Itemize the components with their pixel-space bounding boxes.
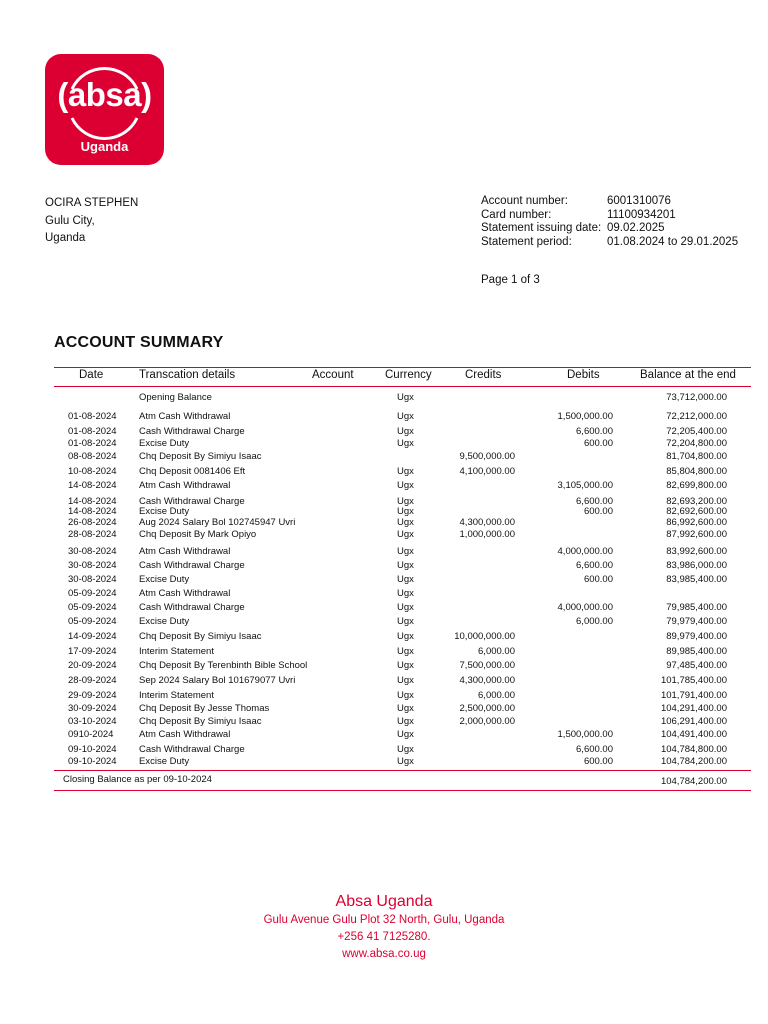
- row-date: 20-09-2024: [68, 660, 117, 671]
- header-credits: Credits: [465, 369, 502, 381]
- row-balance: 101,785,400.00: [660, 675, 727, 686]
- row-balance: 72,212,000.00: [666, 411, 727, 422]
- table-closing-rule: [54, 770, 751, 771]
- statement-meta: [481, 195, 738, 249]
- row-currency: Ugx: [397, 392, 414, 403]
- header-date: Date: [79, 369, 104, 381]
- row-debit: 4,000,000.00: [557, 602, 613, 613]
- row-balance: 104,784,200.00: [660, 756, 727, 767]
- row-date: 28-08-2024: [68, 529, 117, 540]
- row-balance: 97,485,400.00: [666, 660, 727, 671]
- row-details: Cash Withdrawal Charge: [139, 496, 245, 507]
- row-date: 01-08-2024: [68, 411, 117, 422]
- closing-balance: 104,784,200.00: [660, 776, 727, 787]
- row-currency: Ugx: [397, 602, 414, 613]
- row-date: 14-08-2024: [68, 480, 117, 491]
- meta-row: [481, 195, 738, 209]
- header-details: Transcation details: [139, 369, 236, 381]
- logo-country: Uganda: [80, 139, 129, 154]
- row-currency: Ugx: [397, 744, 414, 755]
- meta-label: Account number:: [481, 195, 568, 207]
- row-debit: 4,000,000.00: [557, 546, 613, 557]
- logo-wordmark: (absa): [57, 76, 152, 113]
- row-details: Interim Statement: [139, 646, 214, 657]
- row-details: Cash Withdrawal Charge: [139, 744, 245, 755]
- row-debit: 6,600.00: [576, 496, 613, 507]
- row-currency: Ugx: [397, 517, 414, 528]
- row-currency: Ugx: [397, 690, 414, 701]
- row-balance: 85,804,800.00: [666, 466, 727, 477]
- row-debit: 6,600.00: [576, 560, 613, 571]
- row-currency: Ugx: [397, 560, 414, 571]
- row-date: 05-09-2024: [68, 602, 117, 613]
- row-balance: 89,979,400.00: [666, 631, 727, 642]
- row-credit: 1,000,000.00: [459, 529, 515, 540]
- footer: [0, 892, 768, 963]
- meta-label: Statement period:: [481, 235, 572, 248]
- row-details: Chq Deposit 0081406 Eft: [139, 466, 246, 477]
- row-currency: Ugx: [397, 616, 414, 627]
- row-details: Excise Duty: [139, 616, 190, 627]
- row-credit: 6,000.00: [478, 646, 515, 657]
- meta-value: 01.08.2024 to 29.01.2025: [607, 235, 739, 248]
- row-currency: Ugx: [397, 588, 414, 599]
- meta-label: Card number:: [481, 208, 552, 221]
- row-credit: 6,000.00: [478, 690, 515, 701]
- row-details: Chq Deposit By Jesse Thomas: [139, 703, 270, 714]
- row-balance: 73,712,000.00: [666, 392, 727, 403]
- row-date: 10-08-2024: [68, 466, 117, 477]
- row-date: 14-09-2024: [68, 631, 117, 642]
- row-details: Chq Deposit By Mark Opiyo: [139, 529, 257, 540]
- row-currency: Ugx: [397, 506, 414, 517]
- row-credit: 2,000,000.00: [459, 716, 515, 727]
- row-details: Atm Cash Withdrawal: [139, 546, 231, 557]
- row-currency: Ugx: [397, 411, 414, 422]
- row-currency: Ugx: [397, 546, 414, 557]
- row-balance: 72,204,800.00: [666, 438, 727, 449]
- row-credit: 10,000,000.00: [454, 631, 515, 642]
- row-currency: Ugx: [397, 716, 414, 727]
- meta-value: 11100934201: [607, 208, 676, 221]
- row-currency: Ugx: [397, 426, 414, 437]
- row-details: Sep 2024 Salary Bol 101679077 Uvri: [139, 675, 296, 686]
- row-date: 09-10-2024: [68, 756, 117, 767]
- row-currency: Ugx: [397, 756, 414, 767]
- row-currency: Ugx: [397, 660, 414, 671]
- row-date: 30-08-2024: [68, 560, 117, 571]
- meta-label: Statement issuing date:: [481, 222, 602, 234]
- row-credit: 4,300,000.00: [459, 675, 515, 686]
- row-currency: Ugx: [397, 480, 414, 491]
- row-details: Opening Balance: [139, 392, 212, 403]
- row-date: 01-08-2024: [68, 438, 117, 449]
- row-balance: 86,992,600.00: [666, 517, 727, 528]
- row-credit: 9,500,000.00: [459, 451, 515, 462]
- row-balance: 79,979,400.00: [666, 616, 727, 627]
- row-debit: 1,500,000.00: [557, 729, 613, 740]
- row-details: Chq Deposit By Terenbinth Bible School: [139, 660, 308, 671]
- row-details: Excise Duty: [139, 756, 190, 767]
- row-date: 26-08-2024: [68, 517, 117, 528]
- row-currency: Ugx: [397, 438, 414, 449]
- row-currency: Ugx: [397, 574, 414, 585]
- row-currency: Ugx: [397, 496, 414, 507]
- footer-address: Gulu Avenue Gulu Plot 32 North, Gulu, Uganda: [263, 914, 505, 926]
- row-details: Atm Cash Withdrawal: [139, 729, 231, 740]
- row-balance: 87,992,600.00: [666, 529, 727, 540]
- row-date: 14-08-2024: [68, 496, 117, 507]
- row-details: Cash Withdrawal Charge: [139, 602, 245, 613]
- row-balance: 106,291,400.00: [660, 716, 727, 727]
- row-date: 01-08-2024: [68, 426, 117, 437]
- row-debit: 600.00: [583, 756, 613, 767]
- customer-name: OCIRA STEPHEN: [45, 197, 139, 209]
- row-details: Excise Duty: [139, 574, 190, 585]
- row-details: Atm Cash Withdrawal: [139, 588, 231, 599]
- page-number: Page 1 of 3: [481, 274, 540, 286]
- row-details: Chq Deposit By Simiyu Isaac: [139, 716, 262, 727]
- footer-bank-name: Absa Uganda: [335, 893, 433, 910]
- meta-row: [481, 236, 738, 250]
- row-balance: 81,704,800.00: [666, 451, 727, 462]
- row-date: 30-08-2024: [68, 546, 117, 557]
- row-balance: 104,491,400.00: [660, 729, 727, 740]
- summary-title: ACCOUNT SUMMARY: [54, 334, 224, 351]
- row-balance: 82,699,800.00: [666, 480, 727, 491]
- row-debit: 6,000.00: [576, 616, 613, 627]
- meta-row: [481, 209, 738, 223]
- header-currency: Currency: [385, 369, 432, 381]
- closing-label: Closing Balance as per 09-10-2024: [63, 774, 212, 785]
- row-debit: 1,500,000.00: [557, 411, 613, 422]
- row-debit: 6,600.00: [576, 426, 613, 437]
- row-details: Excise Duty: [139, 506, 190, 517]
- row-debit: 600.00: [583, 438, 613, 449]
- row-balance: 72,205,400.00: [666, 426, 727, 437]
- row-balance: 82,693,200.00: [666, 496, 727, 507]
- row-balance: 89,985,400.00: [666, 646, 727, 657]
- header-debits: Debits: [567, 369, 600, 381]
- customer-address: [45, 195, 138, 248]
- row-balance: 83,992,600.00: [666, 546, 727, 557]
- row-credit: 7,500,000.00: [459, 660, 515, 671]
- footer-phone: +256 41 7125280.: [337, 931, 431, 943]
- row-currency: Ugx: [397, 703, 414, 714]
- header-account: Account: [312, 369, 354, 381]
- meta-value: 09.02.2025: [607, 222, 665, 234]
- row-date: 30-08-2024: [68, 574, 117, 585]
- row-debit: 3,105,000.00: [557, 480, 613, 491]
- row-currency: Ugx: [397, 675, 414, 686]
- row-balance: 79,985,400.00: [666, 602, 727, 613]
- row-date: 17-09-2024: [68, 646, 117, 657]
- row-details: Atm Cash Withdrawal: [139, 480, 231, 491]
- row-balance: 104,291,400.00: [660, 703, 727, 714]
- table-top-rule: [54, 367, 751, 368]
- row-details: Cash Withdrawal Charge: [139, 560, 245, 571]
- row-currency: Ugx: [397, 466, 414, 477]
- row-date: 05-09-2024: [68, 616, 117, 627]
- row-date: 29-09-2024: [68, 690, 117, 701]
- meta-value: 6001310076: [607, 195, 671, 207]
- row-date: 08-08-2024: [68, 451, 117, 462]
- row-details: Chq Deposit By Simiyu Isaac: [139, 631, 262, 642]
- row-credit: 4,300,000.00: [459, 517, 515, 528]
- row-details: Excise Duty: [139, 438, 190, 449]
- row-debit: 600.00: [583, 506, 613, 517]
- row-currency: Ugx: [397, 646, 414, 657]
- table-bottom-rule: [54, 790, 751, 791]
- row-date: 03-10-2024: [68, 716, 117, 727]
- absa-logo: [45, 54, 164, 165]
- footer-website: www.absa.co.ug: [342, 948, 426, 960]
- row-balance: 83,986,000.00: [666, 560, 727, 571]
- row-balance: 82,692,600.00: [666, 506, 727, 517]
- customer-city: Gulu City,: [45, 214, 95, 227]
- row-date: 14-08-2024: [68, 506, 117, 517]
- row-credit: 4,100,000.00: [459, 466, 515, 477]
- row-details: Cash Withdrawal Charge: [139, 426, 245, 437]
- row-details: Atm Cash Withdrawal: [139, 411, 231, 422]
- row-details: Chq Deposit By Simiyu Isaac: [139, 451, 262, 462]
- table-header-rule: [54, 386, 751, 387]
- row-currency: Ugx: [397, 529, 414, 540]
- row-details: Aug 2024 Salary Bol 102745947 Uvri: [139, 517, 296, 528]
- row-currency: Ugx: [397, 631, 414, 642]
- row-date: 28-09-2024: [68, 675, 117, 686]
- row-date: 09-10-2024: [68, 744, 117, 755]
- meta-row: [481, 222, 738, 236]
- row-balance: 101,791,400.00: [660, 690, 727, 701]
- customer-country: Uganda: [45, 232, 86, 244]
- row-balance: 104,784,800.00: [660, 744, 727, 755]
- row-details: Interim Statement: [139, 690, 214, 701]
- row-date: 0910-2024: [68, 729, 114, 740]
- row-currency: Ugx: [397, 729, 414, 740]
- row-debit: 6,600.00: [576, 744, 613, 755]
- row-date: 30-09-2024: [68, 703, 117, 714]
- header-balance: Balance at the end: [640, 369, 736, 381]
- row-date: 05-09-2024: [68, 588, 117, 599]
- row-balance: 83,985,400.00: [666, 574, 727, 585]
- row-credit: 2,500,000.00: [459, 703, 515, 714]
- row-debit: 600.00: [583, 574, 613, 585]
